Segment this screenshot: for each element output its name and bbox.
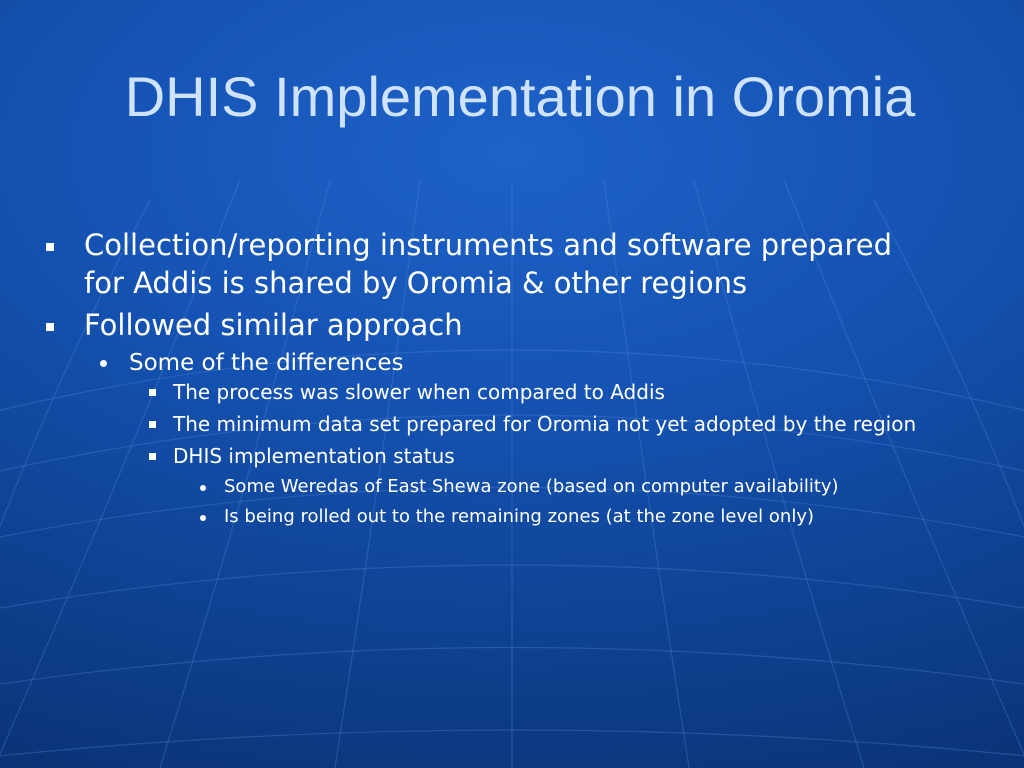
- bullet-text: Some of the differences: [129, 350, 404, 376]
- bullet-item: [40, 306, 920, 344]
- square-bullet-icon: [149, 453, 156, 460]
- bullet-text: Some Weredas of East Shewa zone (based on computer availability): [224, 476, 839, 497]
- bullet-text: Collection/reporting instruments and software prepared for Addis is shared by Oromia & other regions: [84, 228, 893, 300]
- bullet-text: The process was slower when compared to Addis: [173, 380, 665, 404]
- bullet-text: DHIS implementation status: [173, 444, 455, 468]
- round-bullet-icon: [200, 515, 206, 521]
- sub-bullet-item: [40, 348, 920, 378]
- sub-sub-bullet-item: [40, 443, 920, 469]
- round-bullet-icon: [200, 485, 206, 491]
- slide-title: DHIS Implementation in Oromia: [124, 65, 916, 128]
- square-bullet-icon: [46, 323, 54, 331]
- level-4-bullet-item: [40, 505, 920, 529]
- sub-sub-bullet-item: [40, 411, 920, 437]
- square-bullet-icon: [46, 243, 54, 251]
- bullet-list: [40, 226, 920, 535]
- bullet-text: Is being rolled out to the remaining zones (at the zone level only): [224, 506, 814, 527]
- level-4-bullet-item: [40, 475, 920, 499]
- square-bullet-icon: [149, 421, 156, 428]
- round-bullet-icon: [100, 360, 107, 367]
- square-bullet-icon: [149, 389, 156, 396]
- bullet-text: The minimum data set prepared for Oromia not yet adopted by the region: [173, 412, 917, 436]
- bullet-text: Followed similar approach: [84, 308, 463, 342]
- bullet-item: [40, 226, 920, 302]
- sub-sub-bullet-item: [40, 379, 920, 405]
